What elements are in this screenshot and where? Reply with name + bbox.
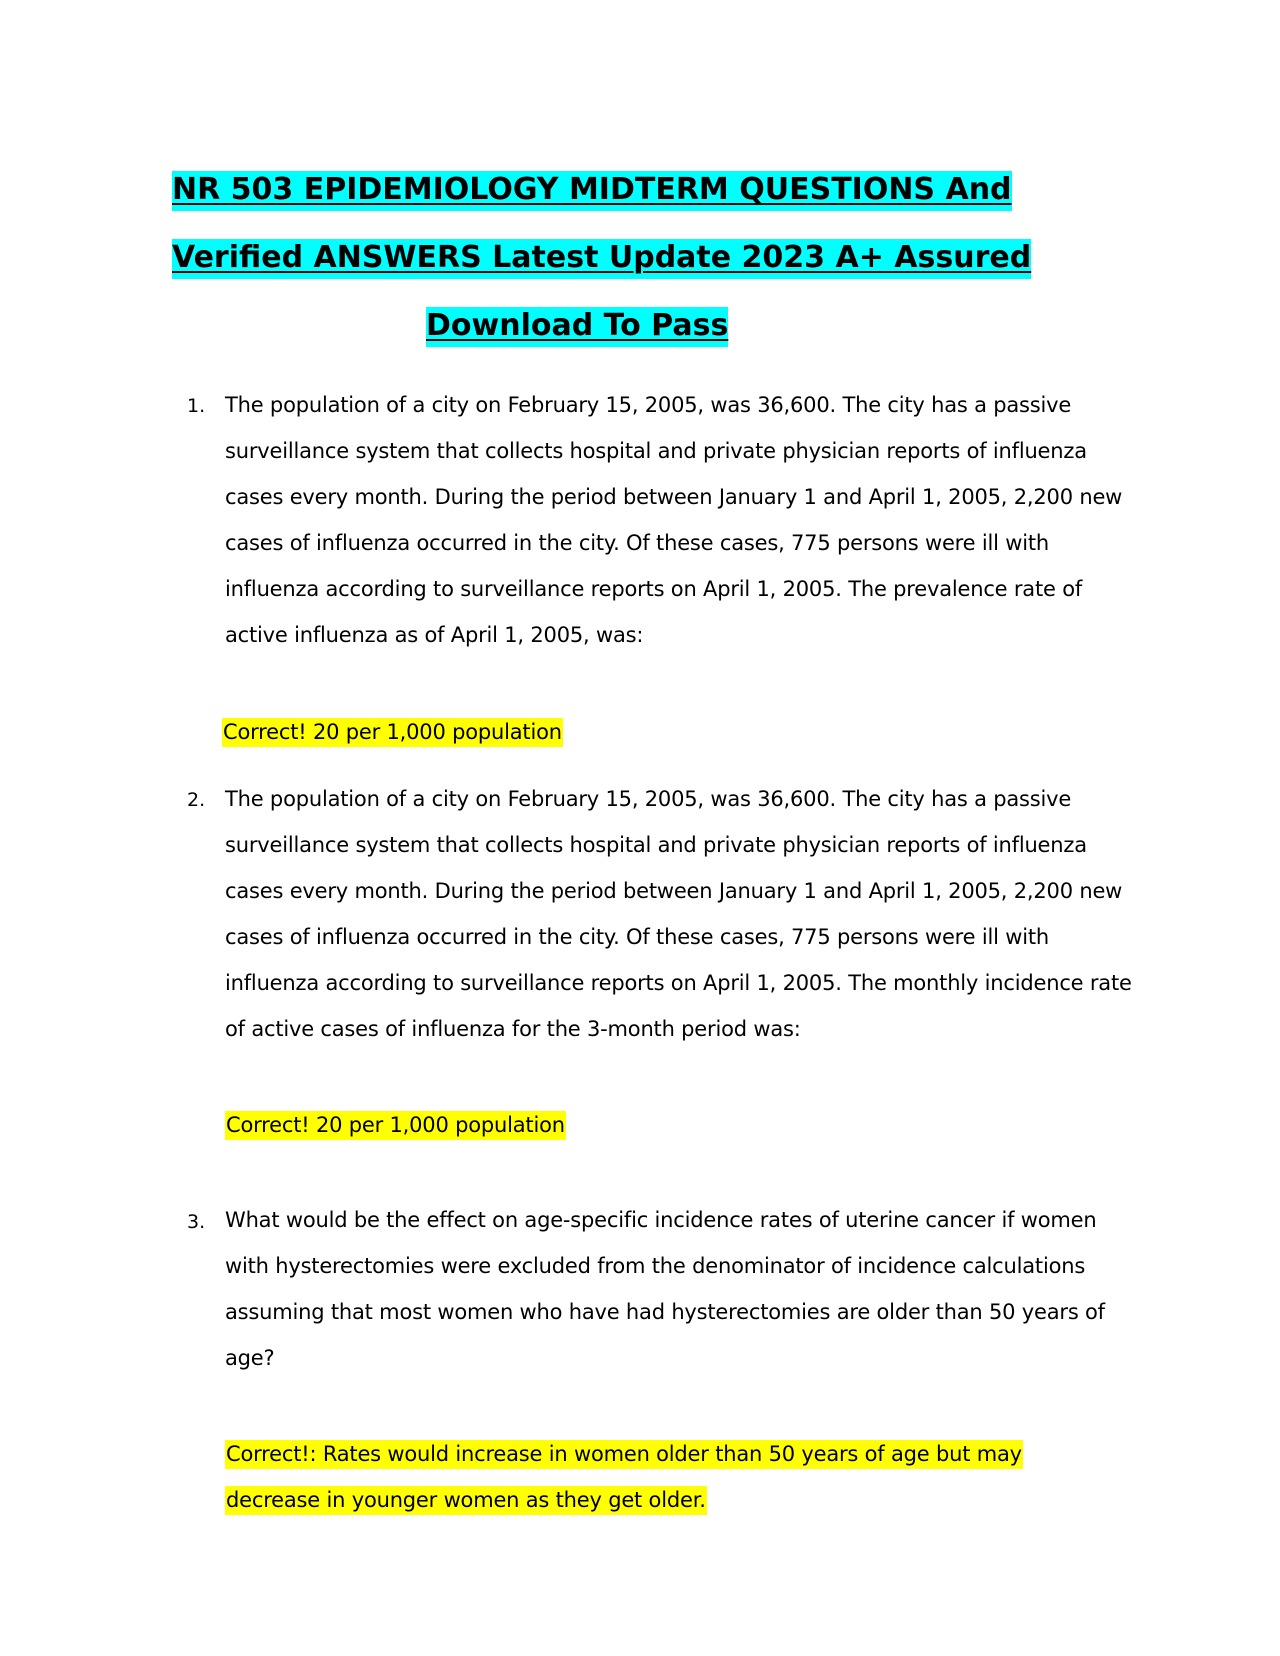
question-3-line-2: with hysterectomies were excluded from the denominator of incidence calculations (225, 1254, 1086, 1278)
question-1-line-2: surveillance system that collects hospital and private physician reports of influenza (225, 439, 1087, 463)
question-3-line-1: What would be the effect on age-specific incidence rates of uterine cancer if women (225, 1208, 1097, 1232)
document-title-line-1: NR 503 EPIDEMIOLOGY MIDTERM QUESTIONS And (172, 168, 1012, 212)
document-title-line-3: Download To Pass (426, 304, 728, 348)
question-3-number: 3. (187, 1211, 206, 1233)
question-1-line-6: active influenza as of April 1, 2005, was: (225, 623, 644, 647)
question-1-line-4: cases of influenza occurred in the city. Of these cases, 775 persons were ill with (225, 531, 1049, 555)
question-1-answer: Correct! 20 per 1,000 population (222, 718, 563, 746)
question-2-line-3: cases every month. During the period between January 1 and April 1, 2005, 2,200 new (225, 879, 1123, 903)
question-1-line-1: The population of a city on February 15, 2005, was 36,600. The city has a passive (225, 393, 1072, 417)
document-title-line-2: Verified ANSWERS Latest Update 2023 A+ Assured (172, 236, 1031, 280)
question-2-number: 2. (187, 789, 206, 811)
question-3-line-4: age? (225, 1346, 275, 1370)
question-2-line-2: surveillance system that collects hospital and private physician reports of influenza (225, 833, 1087, 857)
question-2-line-1: The population of a city on February 15, 2005, was 36,600. The city has a passive (225, 787, 1072, 811)
question-1-line-3: cases every month. During the period between January 1 and April 1, 2005, 2,200 new (225, 485, 1123, 509)
question-2-answer: Correct! 20 per 1,000 population (225, 1111, 566, 1139)
question-2-line-6: of active cases of influenza for the 3-month period was: (225, 1017, 801, 1041)
question-3-line-3: assuming that most women who have had hysterectomies are older than 50 years of (225, 1300, 1105, 1324)
question-3-answer-line-2: decrease in younger women as they get older. (225, 1486, 707, 1514)
question-1-number: 1. (187, 395, 206, 417)
question-2-line-5: influenza according to surveillance reports on April 1, 2005. The monthly incidence rate (225, 971, 1132, 995)
question-1-line-5: influenza according to surveillance reports on April 1, 2005. The prevalence rate of (225, 577, 1083, 601)
question-2-line-4: cases of influenza occurred in the city. Of these cases, 775 persons were ill with (225, 925, 1049, 949)
question-3-answer-line-1: Correct!: Rates would increase in women older than 50 years of age but may (225, 1440, 1023, 1468)
